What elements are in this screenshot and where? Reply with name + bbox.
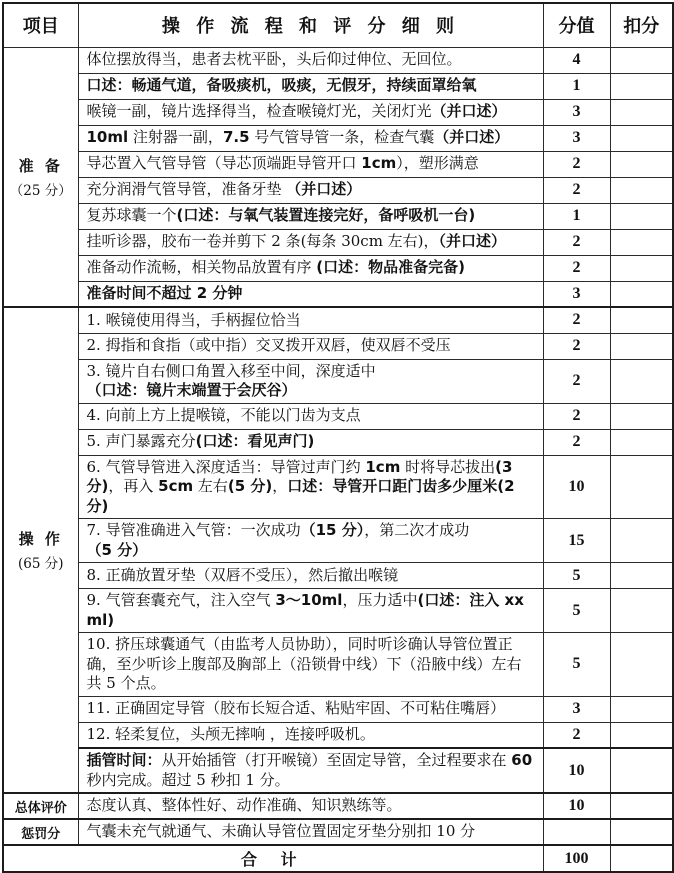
text-segment: 复苏球囊一个: [86, 206, 177, 225]
table-row: [3, 73, 673, 99]
text-segment: 左右: [193, 477, 228, 495]
procedure-text: [78, 696, 543, 722]
score-value: 2: [543, 403, 610, 429]
procedure-text: [78, 748, 543, 793]
table-row: [3, 633, 673, 697]
row-label: 惩罚分: [3, 819, 78, 845]
text-segment: 导芯置入气管导管（导芯顶端距导管开口: [86, 154, 362, 173]
text-segment-bold: 1cm: [361, 154, 397, 173]
text-segment-bold: 插管时间：: [86, 751, 162, 769]
score-value: 2: [543, 429, 610, 455]
deduction-cell: [610, 563, 673, 589]
deduction-cell: [610, 73, 673, 99]
text-segment-bold: (口述：物品准备完备): [316, 258, 465, 277]
table-row: [3, 359, 673, 403]
deduction-cell: [610, 333, 673, 359]
text-segment-bold: 口述：畅通气道，备吸痰机，吸痰，无假牙，持续面罩给氧: [86, 76, 477, 95]
total-row: [3, 845, 673, 872]
table-row: [3, 333, 673, 359]
table-row: [3, 281, 673, 307]
procedure-text: [78, 722, 543, 748]
table-row: [3, 203, 673, 229]
score-value: 2: [543, 229, 610, 255]
deduction-cell: [610, 177, 673, 203]
deduction-cell: [610, 519, 673, 563]
procedure-text: [78, 589, 543, 633]
deduction-cell: [610, 455, 673, 519]
table-row: [3, 307, 673, 333]
table-row: [3, 229, 673, 255]
procedure-text: [78, 563, 543, 589]
procedure-text: [78, 819, 543, 845]
text-segment: 准备动作流畅，相关物品放置有序: [86, 258, 317, 277]
procedure-text: [78, 359, 543, 403]
text-segment-bold: 1cm: [365, 457, 401, 476]
text-segment-bold: 3～10ml: [275, 591, 343, 609]
text-segment: 号气管导管一条，检查气囊: [249, 128, 435, 147]
text-segment-bold: 7.5: [222, 128, 250, 147]
text-segment: 秒内完成。超过 5 秒扣 1 分。: [86, 770, 290, 789]
text-segment: 喉镜一副，镜片选择得当，检查喉镜灯光，关闭灯光: [86, 102, 432, 121]
score-value: 3: [543, 125, 610, 151]
text-segment: ，压力适中: [342, 591, 418, 609]
text-segment: 10. 挤压球囊通气（由监考人员协助），同时听诊确认导管位置正确，至少听诊上腹部及胸部上（沿锁骨中线）下（沿腋中线）左右共 5 个点。: [86, 635, 522, 692]
text-segment-bold: （并口述）: [286, 180, 362, 199]
score-value: 5: [543, 563, 610, 589]
table-row: [3, 125, 673, 151]
text-segment: 6. 气管导管进入深度适当：导管过声门约: [86, 457, 366, 476]
deduction-cell: [610, 255, 673, 281]
text-segment-bold: （并口述）: [434, 128, 510, 147]
table-row: [3, 589, 673, 633]
score-value: 3: [543, 99, 610, 125]
score-value: 2: [543, 722, 610, 748]
table-row: [3, 255, 673, 281]
text-segment-bold: (口述：看见声门): [195, 432, 315, 451]
scoring-table: [2, 2, 674, 873]
table-row: [3, 429, 673, 455]
deduction-cell: [610, 633, 673, 697]
table-row: [3, 563, 673, 589]
score-value: 2: [543, 255, 610, 281]
score-value: 10: [543, 748, 610, 793]
score-value: 5: [543, 589, 610, 633]
procedure-text: [78, 255, 543, 281]
header-score: 分值: [543, 3, 610, 47]
procedure-text: [78, 73, 543, 99]
header-deduction: 扣分: [610, 3, 673, 47]
deduction-cell: [610, 229, 673, 255]
total-score-value: 100: [543, 845, 610, 872]
text-segment: 注射器一副，: [128, 128, 223, 147]
text-segment-bold: （15 分）: [300, 521, 365, 539]
text-segment: 2. 拇指和食指（或中指）交叉拨开双唇，使双唇不受压: [86, 336, 451, 355]
text-segment-bold: 5cm: [158, 477, 194, 495]
text-segment: 气囊未充气就通气、未确认导管位置固定牙垫分别扣 10 分: [86, 822, 476, 841]
text-segment-bold: (口述：与氧气装置连接完好，备呼吸机一台): [176, 206, 476, 225]
table-body: [3, 47, 673, 845]
score-value: 15: [543, 519, 610, 563]
score-value: 10: [543, 455, 610, 519]
procedure-text: [78, 281, 543, 307]
table-row: [3, 696, 673, 722]
table-row: [3, 519, 673, 563]
table-row: [3, 722, 673, 748]
text-segment-bold: 准备时间不超过 2 分钟: [86, 284, 243, 302]
section-score: （25 分）: [9, 182, 72, 199]
procedure-text: [78, 125, 543, 151]
section-score: (65 分): [17, 556, 64, 572]
table-row: [3, 793, 673, 819]
deduction-cell: [610, 429, 673, 455]
score-value: 1: [543, 203, 610, 229]
procedure-text: [78, 203, 543, 229]
score-value: [543, 819, 610, 845]
score-value: 2: [543, 177, 610, 203]
deduction-cell: [610, 748, 673, 793]
text-segment: 充分润滑气管导管，准备牙垫: [86, 180, 287, 199]
text-segment: 12. 轻柔复位，头颅无摔响 ，连接呼吸机。: [86, 725, 375, 743]
deduction-cell: [610, 589, 673, 633]
text-segment-bold: 60: [511, 751, 533, 769]
text-segment: ，第二次才成功: [364, 521, 470, 539]
table-row: [3, 748, 673, 793]
text-segment-bold: (口述：注入 xxml): [86, 591, 524, 629]
table-row: [3, 177, 673, 203]
score-value: 2: [543, 307, 610, 333]
text-segment: 时将导芯拔出: [400, 457, 496, 476]
section-label-prepare: [3, 47, 78, 307]
text-segment: 态度认真、整体性好、动作准确、知识熟练等。: [86, 796, 402, 815]
text-segment: 9. 气管套囊充气，注入空气: [86, 591, 276, 609]
text-segment: ，: [272, 477, 288, 495]
deduction-cell: [610, 403, 673, 429]
table-row: [3, 455, 673, 519]
section-name: 准 备: [18, 156, 63, 175]
text-segment: 4. 向前上方上提喉镜，不能以门齿为支点: [86, 406, 361, 425]
row-label: 总体评价: [3, 793, 78, 819]
score-value: 3: [543, 281, 610, 307]
score-value: 2: [543, 359, 610, 403]
deduction-cell: [610, 696, 673, 722]
text-segment-bold: （并口述）: [431, 102, 507, 121]
procedure-text: [78, 455, 543, 519]
procedure-text: [78, 177, 543, 203]
text-segment-bold: （并口述）: [438, 232, 507, 251]
section-label-operate: [3, 307, 78, 793]
procedure-text: [78, 333, 543, 359]
table-row: [3, 99, 673, 125]
section-name: 操 作: [18, 530, 63, 548]
table-row: [3, 151, 673, 177]
deduction-cell: [610, 281, 673, 307]
score-value: 2: [543, 151, 610, 177]
deduction-cell: [610, 359, 673, 403]
score-value: 1: [543, 73, 610, 99]
text-segment: 1. 喉镜使用得当，手柄握位恰当: [86, 310, 301, 329]
procedure-text: [78, 403, 543, 429]
score-value: 5: [543, 633, 610, 697]
score-value: 4: [543, 47, 610, 73]
text-segment-bold: （口述：镜片末端置于会厌谷）: [86, 381, 297, 399]
score-value: 10: [543, 793, 610, 819]
procedure-text: [78, 793, 543, 819]
deduction-cell: [610, 125, 673, 151]
text-segment-bold: （5 分）: [86, 540, 148, 559]
procedure-text: [78, 633, 543, 697]
deduction-cell: [610, 722, 673, 748]
text-segment-bold: (3 分): [86, 457, 513, 495]
table-row: [3, 403, 673, 429]
procedure-text: [78, 229, 543, 255]
deduction-cell: [610, 47, 673, 73]
procedure-text: [78, 99, 543, 125]
table-row: [3, 819, 673, 845]
deduction-cell: [610, 151, 673, 177]
procedure-text: [78, 151, 543, 177]
table-header-row: [3, 3, 673, 47]
total-deduction-cell: [610, 845, 673, 872]
total-label: 合 计: [3, 845, 543, 872]
score-value: 2: [543, 333, 610, 359]
text-segment: 挂听诊器，胶布一卷并剪下 2 条(每条 30cm 左右)，: [86, 232, 439, 251]
text-segment: ，再入: [108, 477, 159, 495]
text-segment: 从开始插管（打开喉镜）至固定导管，全过程要求在: [161, 751, 512, 769]
text-segment-bold: 10ml: [86, 128, 129, 147]
score-value: 3: [543, 696, 610, 722]
procedure-text: [78, 47, 543, 73]
text-segment: 3. 镜片自右侧口角置入移至中间，深度适中: [86, 361, 376, 380]
deduction-cell: [610, 99, 673, 125]
deduction-cell: [610, 793, 673, 819]
deduction-cell: [610, 203, 673, 229]
text-segment: 8. 正确放置牙垫（双唇不受压），然后撤出喉镜: [86, 565, 399, 584]
header-item: 项目: [3, 3, 78, 47]
text-segment: 11. 正确固定导管（胶布长短合适、粘贴牢固、不可粘住嘴唇）: [86, 699, 506, 718]
header-procedure: 操 作 流 程 和 评 分 细 则: [78, 3, 543, 47]
procedure-text: [78, 519, 543, 563]
deduction-cell: [610, 307, 673, 333]
text-segment: 体位摆放得当，患者去枕平卧，头后仰过伸位、无回位。: [86, 50, 462, 69]
deduction-cell: [610, 819, 673, 845]
text-segment: 7. 导管准确进入气管：一次成功: [86, 521, 301, 539]
text-segment: ），塑形满意: [396, 154, 479, 173]
procedure-text: [78, 307, 543, 333]
text-segment-bold: (5 分): [227, 477, 273, 495]
procedure-text: [78, 429, 543, 455]
text-segment-bold: 口述：导管开口距门齿多少厘米(2 分): [86, 477, 515, 515]
table-row: [3, 47, 673, 73]
text-segment: 5. 声门暴露充分: [86, 432, 196, 451]
